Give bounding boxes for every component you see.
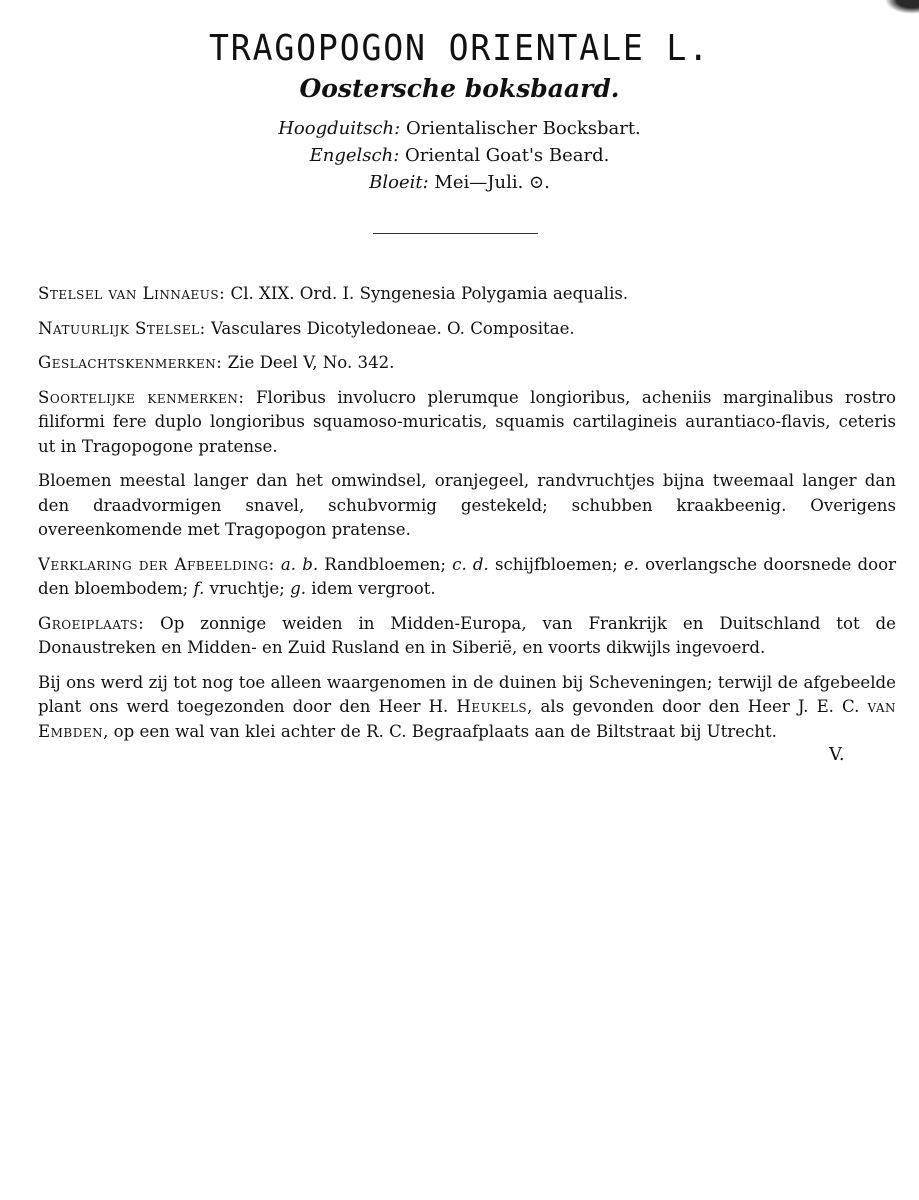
flowering-line	[0, 170, 919, 197]
genus-characters-label: Geslachtskenmerken:	[38, 353, 223, 372]
english-name-line	[0, 143, 919, 170]
natural-system-paragraph	[38, 317, 896, 342]
figure-key-e: e.	[623, 554, 639, 574]
occurrence-text-3: , op een wal van klei achter de R. C. Begraafplaats aan de Biltstraat bij Utrecht.	[103, 721, 777, 741]
divider-rule	[373, 233, 538, 234]
linnaeus-system-text: Cl. XIX. Ord. I. Syngenesia Polygamia aequalis.	[225, 284, 629, 303]
figure-key-e-text: overlangsche doorsnede door den bloembodem;	[38, 554, 897, 598]
species-characters-text: Floribus involucro plerumque longioribus, acheniis marginalibus rostro filiformi fere duplo longioribus squamoso-muricatis, squamis cartilagineis aurantiaco-flavis, ceteris ut in Tragopogone pratense.	[38, 387, 896, 456]
habitat-label: Groeiplaats:	[38, 613, 145, 633]
habitat-paragraph	[38, 612, 896, 661]
figure-key-f-text: vruchtje;	[204, 579, 291, 598]
genus-characters-paragraph	[38, 351, 896, 376]
flowering-label: Bloeit:	[369, 172, 429, 193]
natural-system-label: Natuurlijk Stelsel:	[38, 318, 206, 338]
species-characters-paragraph	[38, 386, 896, 460]
english-name-label: Engelsch:	[309, 145, 400, 166]
flowering-value: Mei—Juli. ⊙.	[434, 172, 550, 193]
dutch-description-paragraph: Bloemen meestal langer dan het omwindsel, oranjegeel, randvruchtjes bijna tweemaal langer dan den draadvormigen snavel, schubvormig gestekeld; schubben kraakbeenig. Overigens overeenkomende met Tragopogon pratense.	[38, 471, 896, 539]
genus-characters-text: Zie Deel V, No. 342.	[222, 353, 395, 372]
habitat-text: Op zonnige weiden in Midden-Europa, van Frankrijk en Duitschland tot de Donaustreken en Midden- en Zuid Rusland en in Siberië, en voorts dikwijls ingevoerd.	[38, 613, 896, 657]
collector-embden: van Embden	[38, 697, 896, 741]
figure-key-f: f.	[193, 579, 205, 598]
description-body	[38, 282, 896, 754]
figure-key-ab: a. b.	[280, 554, 319, 574]
figure-key-cd: c. d.	[452, 554, 489, 574]
corner-ink-mark	[885, 0, 919, 14]
german-name-line	[0, 116, 919, 143]
figure-key-g-text: idem vergroot.	[306, 579, 436, 598]
figure-explanation-label: Verklaring der Afbeelding:	[38, 554, 275, 574]
netherlands-occurrence-paragraph	[38, 671, 896, 745]
occurrence-text-1: Bij ons werd zij tot nog toe alleen waargenomen in de duinen bij Scheveningen; terwijl de afgebeelde plant ons werd toegezonden door den Heer H.	[38, 672, 896, 716]
natural-system-text: Vasculares Dicotyledoneae. O. Compositae.	[205, 318, 575, 338]
german-name-label: Hoogduitsch:	[278, 118, 401, 139]
species-title: TRAGOPOGON ORIENTALE L.	[209, 28, 710, 69]
linnaeus-system-paragraph	[38, 282, 896, 307]
occurrence-text-2: , als gevonden door den Heer J. E. C.	[527, 697, 868, 716]
collector-heukels: Heukels	[456, 697, 528, 716]
species-characters-label: Soortelijke kenmerken:	[38, 387, 245, 407]
figure-key-g: g.	[290, 579, 307, 598]
figure-explanation-paragraph	[38, 553, 896, 602]
vernacular-names	[0, 116, 919, 197]
german-name-value: Orientalischer Bocksbart.	[405, 118, 641, 139]
english-name-value: Oriental Goat's Beard.	[405, 145, 610, 166]
figure-key-ab-text: Randbloemen;	[318, 554, 453, 574]
linnaeus-system-label: Stelsel van Linnaeus:	[38, 284, 226, 303]
author-signature: V.	[829, 744, 845, 765]
figure-key-cd-text: schijfbloemen;	[488, 554, 624, 574]
dutch-common-name: Oostersche boksbaard.	[299, 74, 620, 103]
